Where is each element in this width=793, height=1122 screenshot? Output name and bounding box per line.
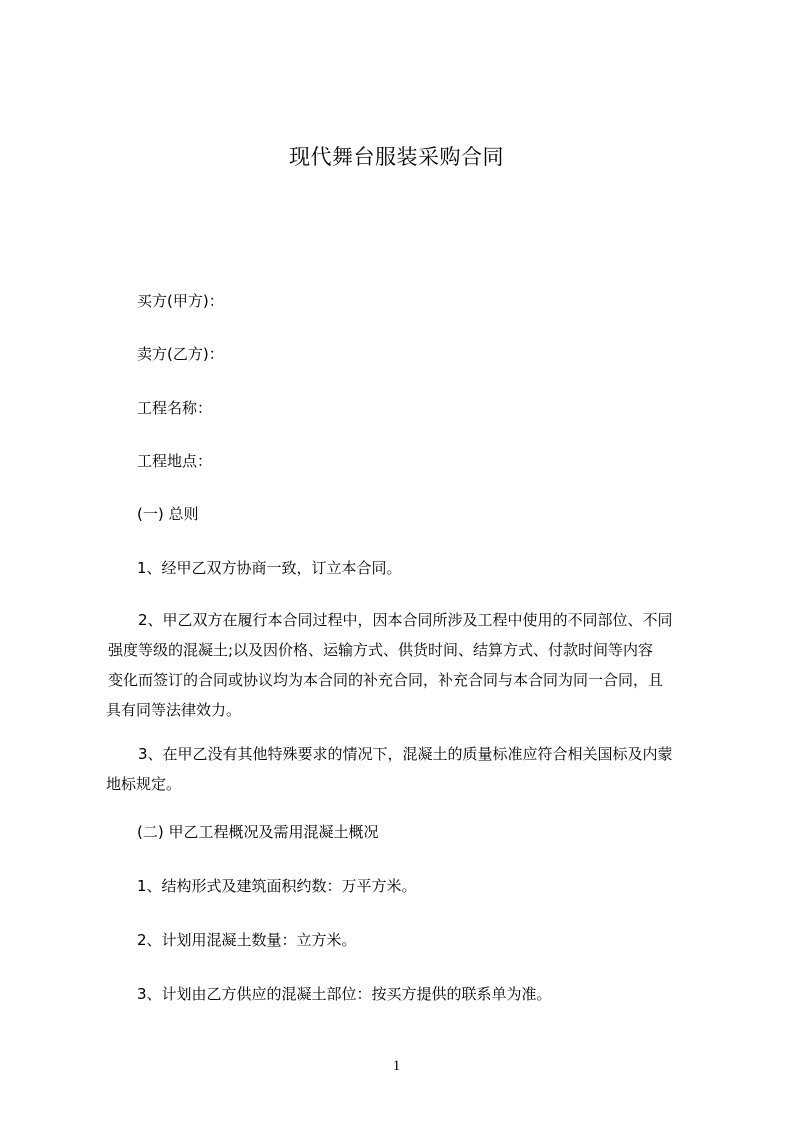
section2-item2: 2、计划用混凝土数量：立方米。 xyxy=(137,931,357,949)
section2-heading: (二) 甲乙工程概况及需用混凝土概况 xyxy=(137,823,379,841)
section1-item3 xyxy=(106,739,712,799)
page-number: 1 xyxy=(392,1058,401,1074)
document-title: 现代舞台服装采购合同 xyxy=(289,145,504,169)
section1-item2 xyxy=(106,605,712,725)
section1-item3-line1: 3、在甲乙没有其他特殊要求的情况下，混凝土的质量标准应符合相关国标及内蒙 xyxy=(138,745,673,763)
section1-heading: (一) 总则 xyxy=(137,505,199,523)
section1-item2-line2: 强度等级的混凝土;以及因价格、运输方式、供货时间、结算方式、付款时间等内容 xyxy=(108,641,654,659)
project-name-field: 工程名称： xyxy=(137,399,213,417)
section2-item1: 1、结构形式及建筑面积约数：万平方米。 xyxy=(137,877,417,895)
section2-item3: 3、计划由乙方供应的混凝土部位：按买方提供的联系单为准。 xyxy=(137,985,552,1003)
seller-field: 卖方(乙方)： xyxy=(137,345,224,363)
section1-item3-line2: 地标规定。 xyxy=(106,775,182,793)
section1-item1: 1、经甲乙双方协商一致，订立本合同。 xyxy=(137,559,402,577)
section1-item2-line3: 变化而签订的合同或协议均为本合同的补充合同，补充合同与本合同为同一合同，且 xyxy=(108,671,664,689)
section1-item2-line4: 具有同等法律效力。 xyxy=(106,701,242,719)
section1-item2-line1: 2、甲乙双方在履行本合同过程中，因本合同所涉及工程中使用的不同部位、不同 xyxy=(138,611,673,629)
project-location-field: 工程地点： xyxy=(137,452,213,470)
buyer-field: 买方(甲方)： xyxy=(137,292,224,310)
